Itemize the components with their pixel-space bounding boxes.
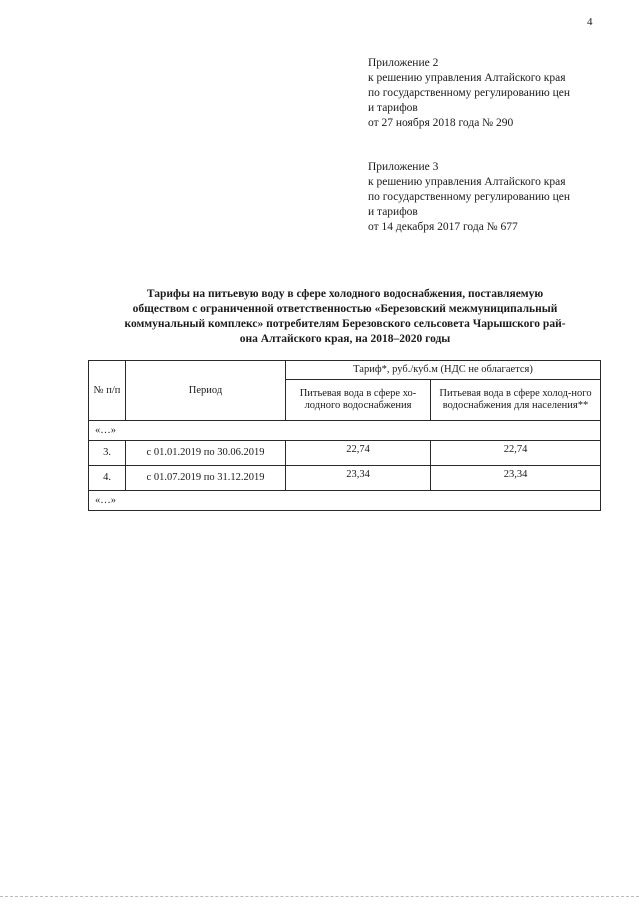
row-period: с 01.07.2019 по 31.12.2019	[126, 466, 286, 491]
appendix-line: и тарифов	[368, 206, 418, 218]
table-row	[89, 441, 601, 466]
title-line: Тарифы на питьевую воду в сфере холодного водоснабжения, поставляемую	[146, 288, 544, 300]
tariff-table	[88, 360, 601, 511]
header-number: № п/п	[89, 361, 126, 421]
row-number: 4.	[89, 466, 126, 491]
appendix-line: к решению управления Алтайского края	[368, 72, 566, 84]
header-drinking-water: Питьевая вода в сфере хо-лодного водоснабжения	[286, 380, 431, 421]
appendix-line: от 14 декабря 2017 года № 677	[368, 221, 518, 233]
appendix-line: и тарифов	[368, 102, 418, 114]
title-line: коммунальный комплекс» потребителям Березовского сельсовета Чарышского рай-	[124, 318, 566, 330]
header-period: Период	[126, 361, 286, 421]
appendix-2-block	[368, 56, 570, 131]
appendix-line: по государственному регулированию цен	[368, 191, 571, 203]
appendix-line: по государственному регулированию цен	[368, 87, 571, 99]
appendix-line: Приложение 3	[368, 161, 439, 173]
table-row	[89, 466, 601, 491]
page-number: 4	[587, 16, 593, 28]
row-drinking-value: 22,74	[286, 441, 431, 466]
title-line: она Алтайского края, на 2018–2020 годы	[239, 333, 451, 345]
row-number: 3.	[89, 441, 126, 466]
row-drinking-value: 23,34	[286, 466, 431, 491]
appendix-line: Приложение 2	[368, 57, 439, 69]
appendix-line: от 27 ноября 2018 года № 290	[368, 117, 514, 129]
header-population: Питьевая вода в сфере холод-ного водоснабжения для населения**	[431, 380, 601, 421]
header-tariff: Тариф*, руб./куб.м (НДС не облагается)	[286, 361, 601, 380]
ellipsis-row: «…»	[89, 421, 601, 441]
title-line: обществом с ограниченной ответственностью «Березовский межмуниципальный	[132, 303, 558, 315]
appendix-3-block	[368, 160, 570, 235]
row-population-value: 23,34	[431, 466, 601, 491]
scan-edge-line	[0, 896, 639, 897]
row-period: с 01.01.2019 по 30.06.2019	[126, 441, 286, 466]
appendix-line: к решению управления Алтайского края	[368, 176, 566, 188]
ellipsis-row: «…»	[89, 491, 601, 511]
document-title	[80, 287, 610, 347]
row-population-value: 22,74	[431, 441, 601, 466]
